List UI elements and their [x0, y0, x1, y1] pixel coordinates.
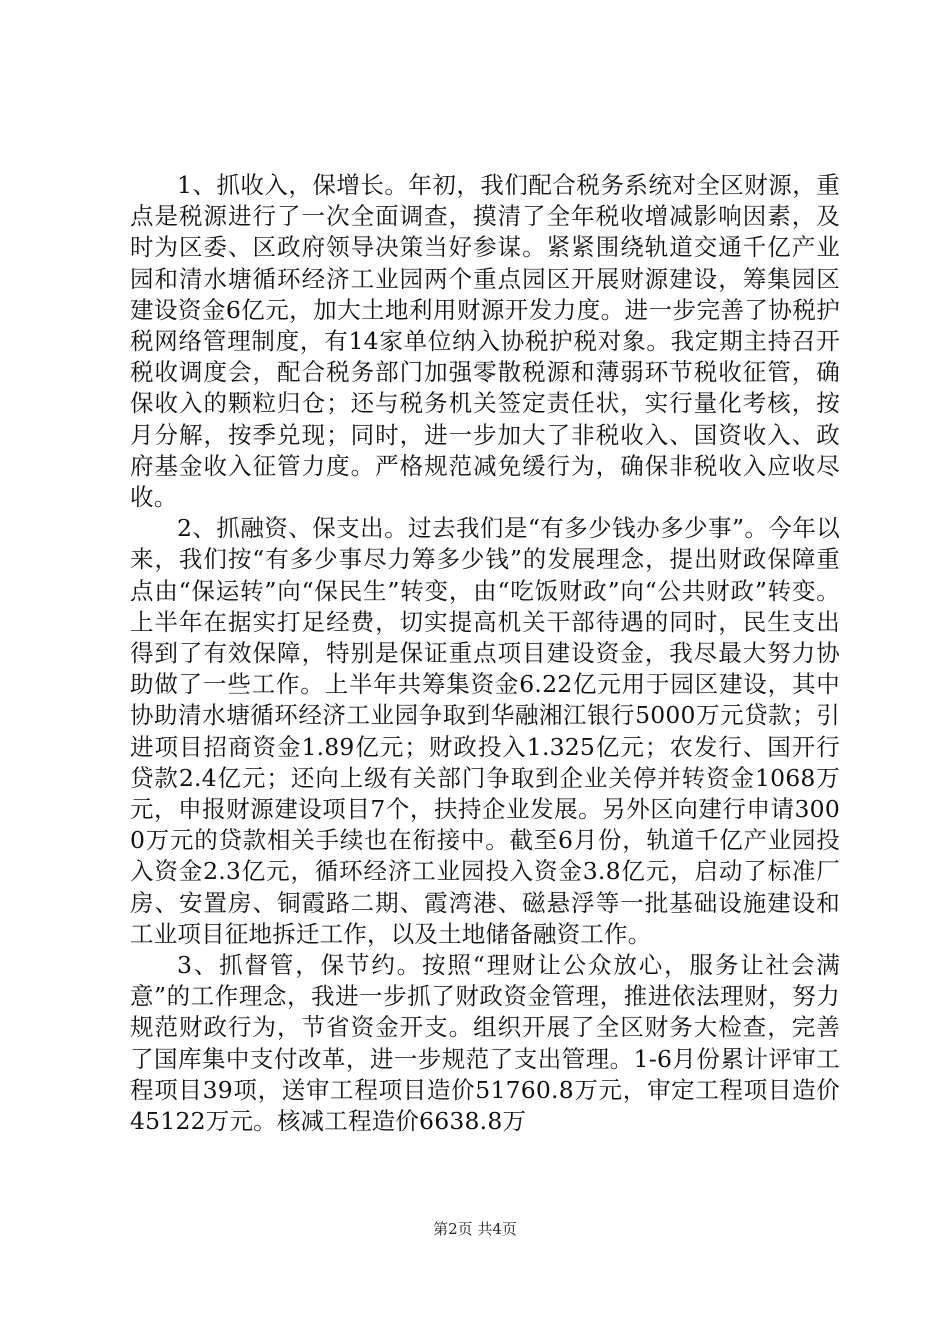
paragraph-financing: 2、抓融资、保支出。过去我们是“有多少钱办多少事”。今年以来，我们按“有多少事尽力筹多少钱”的发展理念，提出财政保障重点由“保运转”向“保民生”转变，由“吃饭财政”向“公共财政”转变。上半年在据实打足经费，切实提高机关干部待遇的同时，民生支出得到了有效保障，特别是保证重点项目建设资金，我尽最大努力协助做了一些工作。上半年共筹集资金6.22亿元用于园区建设，其中协助清水塘循环经济工业园争取到华融湘江银行5000万元贷款；引进项目招商资金1.89亿元；财政投入1.325亿元；农发行、国开行贷款2.4亿元；还向上级有关部门争取到企业关停并转资金1068万元，申报财源建设项目7个，扶持企业发展。另外区向建行申请3000万元的贷款相关手续也在衔接中。截至6月份，轨道千亿产业园投入资金2.3亿元，循环经济工业园投入资金3.8亿元，启动了标准厂房、安置房、铜霞路二期、霞湾港、磁悬浮等一批基础设施建设和工业项目征地拆迁工作，以及土地储备融资工作。	[130, 514, 840, 948]
paragraph-supervision: 3、抓督管，保节约。按照“理财让公众放心，服务让社会满意”的工作理念，我进一步抓了财政资金管理，推进依法理财，努力规范财政行为，节省资金开支。组织开展了全区财务大检查，完善了国库集中支付改革，进一步规范了支出管理。1-6月份累计评审工程项目39项，送审工程项目造价51760.8万元，审定工程项目造价45122万元。核减工程造价6638.8万	[130, 951, 840, 1136]
page-footer	[0, 1218, 950, 1239]
page-number: 第2页 共4页	[433, 1220, 517, 1238]
document-body	[130, 170, 840, 1137]
paragraph-revenue: 1、抓收入，保增长。年初，我们配合税务系统对全区财源，重点是税源进行了一次全面调查，摸清了全年税收增减影响因素，及时为区委、区政府领导决策当好参谋。紧紧围绕轨道交通千亿产业园和清水塘循环经济工业园两个重点园区开展财源建设，筹集园区建设资金6亿元，加大土地利用财源开发力度。进一步完善了协税护税网络管理制度，有14家单位纳入协税护税对象。我定期主持召开税收调度会，配合税务部门加强零散税源和薄弱环节税收征管，确保收入的颗粒归仓；还与税务机关签定责任状，实行量化考核，按月分解，按季兑现；同时，进一步加大了非税收入、国资收入、政府基金收入征管力度。严格规范减免缓行为，确保非税收入应收尽收。	[130, 171, 840, 512]
